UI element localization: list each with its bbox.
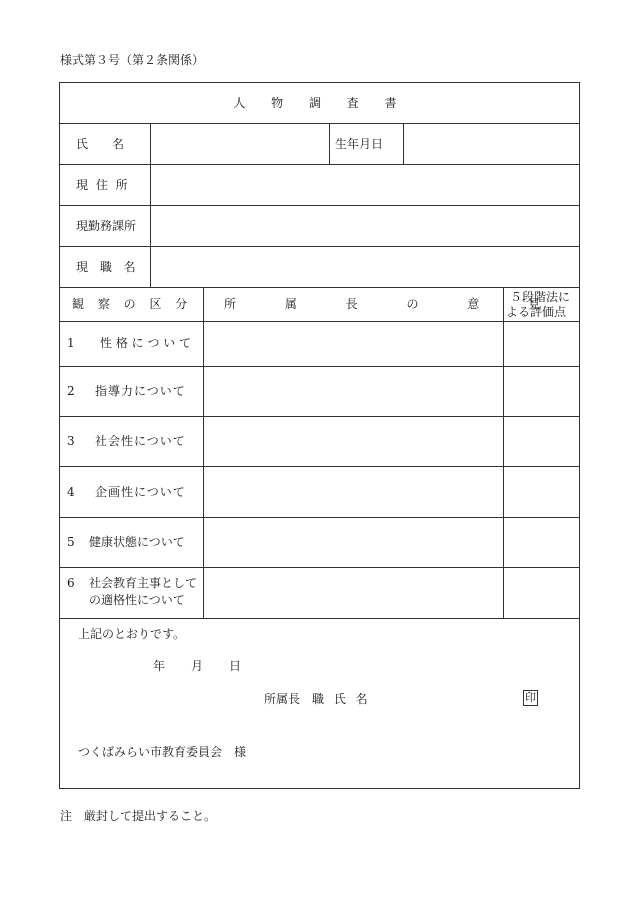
birthdate-label: 生年月日 (335, 137, 384, 151)
row-divider (59, 287, 580, 288)
row-number: 1 (67, 336, 75, 350)
row-divider (59, 123, 580, 124)
column-divider (503, 287, 504, 618)
row-divider (59, 618, 580, 619)
observation-label: 指導力について (95, 384, 186, 398)
observation-label: 企画性について (95, 485, 186, 499)
row-divider (59, 366, 580, 367)
form-number-label: 様式第３号（第２条関係） (60, 53, 205, 67)
row-divider (59, 466, 580, 467)
score-header-line2: よる評価点 (506, 305, 567, 319)
workplace-label: 現勤務課所 (76, 219, 137, 233)
column-divider (150, 123, 151, 287)
note-text: 注 厳封して提出すること。 (60, 809, 217, 823)
form-title: 人 物 調 査 書 (233, 96, 397, 110)
date-day: 日 (229, 659, 242, 673)
row-divider (59, 567, 580, 568)
seal-mark: 印 (525, 691, 536, 704)
observation-label: 健康状態について (89, 535, 185, 549)
row-number: 4 (67, 485, 75, 499)
row-divider (59, 246, 580, 247)
observation-label: 社会性について (95, 434, 186, 448)
row-number: 2 (67, 384, 75, 398)
addressee-text: つくばみらい市教育委員会 様 (78, 745, 247, 759)
column-divider (403, 123, 404, 164)
opinion-header: 所 属 長 の 意 見 (224, 297, 541, 311)
signer-line: 所属長 職 氏 名 (264, 692, 368, 706)
row-divider (59, 164, 580, 165)
row-divider (59, 321, 580, 322)
observation-label: 社会教育主事として (89, 576, 198, 590)
name-label: 氏 名 (76, 137, 125, 151)
category-header: 観 察 の 区 分 (72, 297, 188, 311)
row-number: 5 (67, 535, 75, 549)
date-month: 月 (191, 659, 204, 673)
row-number: 3 (67, 434, 75, 448)
observation-label-line2: の適格性について (89, 593, 185, 607)
observation-label: 性 格 に つ い て (100, 336, 192, 350)
row-divider (59, 416, 580, 417)
statement-text: 上記のとおりです。 (78, 627, 186, 641)
row-divider (59, 205, 580, 206)
column-divider (203, 287, 204, 618)
row-divider (59, 517, 580, 518)
row-number: 6 (67, 576, 75, 590)
date-year: 年 (153, 659, 166, 673)
address-label: 現 住 所 (76, 178, 128, 192)
position-label: 現 職 名 (76, 260, 136, 274)
column-divider (329, 123, 330, 164)
score-header-line1: ５段階法に (510, 290, 571, 304)
